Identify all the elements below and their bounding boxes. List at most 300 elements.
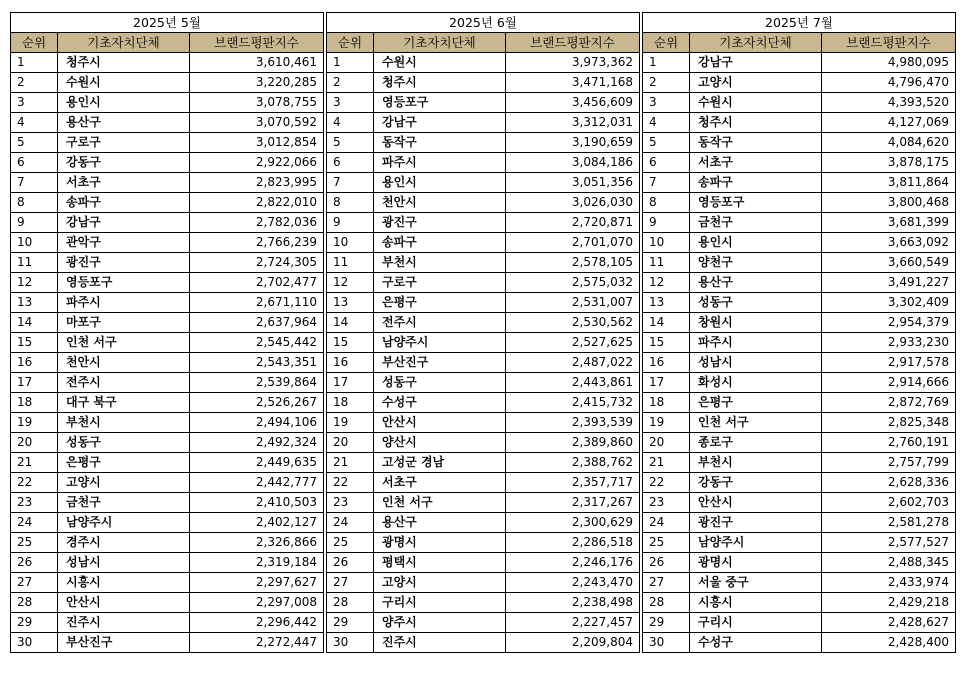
score-cell: 4,393,520 <box>822 93 956 113</box>
score-cell: 3,078,755 <box>190 93 324 113</box>
rank-cell: 3 <box>11 93 58 113</box>
rank-cell: 1 <box>11 53 58 73</box>
rank-cell: 23 <box>643 493 690 513</box>
region-cell: 인천 서구 <box>58 333 190 353</box>
month-title: 2025년 7월 <box>643 13 956 33</box>
table-row <box>11 213 956 233</box>
score-cell: 2,671,110 <box>190 293 324 313</box>
table-row <box>11 53 956 73</box>
region-cell: 영등포구 <box>690 193 822 213</box>
table-row <box>11 333 956 353</box>
region-cell: 송파구 <box>58 193 190 213</box>
score-cell: 2,428,400 <box>822 633 956 653</box>
region-cell: 수원시 <box>374 53 506 73</box>
score-cell: 2,724,305 <box>190 253 324 273</box>
score-cell: 2,488,345 <box>822 553 956 573</box>
score-cell: 3,660,549 <box>822 253 956 273</box>
region-cell: 강남구 <box>690 53 822 73</box>
rank-cell: 13 <box>643 293 690 313</box>
rank-cell: 19 <box>643 413 690 433</box>
table-row <box>11 493 956 513</box>
rank-header: 순위 <box>327 33 374 53</box>
rank-cell: 16 <box>327 353 374 373</box>
score-cell: 3,302,409 <box>822 293 956 313</box>
score-cell: 2,543,351 <box>190 353 324 373</box>
region-cell: 동작구 <box>374 133 506 153</box>
table-row <box>11 593 956 613</box>
region-cell: 고양시 <box>690 73 822 93</box>
score-cell: 2,243,470 <box>506 573 640 593</box>
rank-cell: 16 <box>11 353 58 373</box>
table-row <box>11 633 956 653</box>
region-cell: 평택시 <box>374 553 506 573</box>
rank-cell: 9 <box>11 213 58 233</box>
score-cell: 2,782,036 <box>190 213 324 233</box>
region-cell: 송파구 <box>690 173 822 193</box>
score-cell: 2,581,278 <box>822 513 956 533</box>
score-cell: 2,297,008 <box>190 593 324 613</box>
score-cell: 3,973,362 <box>506 53 640 73</box>
rank-cell: 25 <box>643 533 690 553</box>
score-cell: 2,823,995 <box>190 173 324 193</box>
region-cell: 천안시 <box>374 193 506 213</box>
rank-cell: 13 <box>327 293 374 313</box>
region-cell: 부천시 <box>374 253 506 273</box>
table-row <box>11 133 956 153</box>
table-row <box>11 193 956 213</box>
rank-cell: 11 <box>11 253 58 273</box>
region-cell: 진주시 <box>58 613 190 633</box>
score-cell: 2,297,627 <box>190 573 324 593</box>
rank-cell: 22 <box>643 473 690 493</box>
table-row <box>11 513 956 533</box>
region-cell: 안산시 <box>58 593 190 613</box>
score-cell: 2,702,477 <box>190 273 324 293</box>
region-cell: 용산구 <box>690 273 822 293</box>
score-cell: 2,209,804 <box>506 633 640 653</box>
rank-cell: 15 <box>11 333 58 353</box>
region-cell: 용산구 <box>58 113 190 133</box>
rank-cell: 17 <box>327 373 374 393</box>
rank-cell: 18 <box>11 393 58 413</box>
rank-cell: 6 <box>643 153 690 173</box>
table-row <box>11 73 956 93</box>
region-cell: 용산구 <box>374 513 506 533</box>
rank-cell: 6 <box>11 153 58 173</box>
score-cell: 2,757,799 <box>822 453 956 473</box>
rank-cell: 10 <box>643 233 690 253</box>
score-cell: 2,300,629 <box>506 513 640 533</box>
rank-cell: 24 <box>327 513 374 533</box>
rank-cell: 3 <box>643 93 690 113</box>
score-cell: 2,388,762 <box>506 453 640 473</box>
rank-cell: 26 <box>11 553 58 573</box>
rank-cell: 12 <box>327 273 374 293</box>
region-cell: 수성구 <box>690 633 822 653</box>
region-cell: 광진구 <box>374 213 506 233</box>
rank-cell: 26 <box>643 553 690 573</box>
rank-cell: 9 <box>327 213 374 233</box>
score-cell: 2,410,503 <box>190 493 324 513</box>
region-cell: 은평구 <box>374 293 506 313</box>
rank-cell: 10 <box>11 233 58 253</box>
rank-cell: 29 <box>327 613 374 633</box>
score-cell: 2,602,703 <box>822 493 956 513</box>
score-cell: 2,443,861 <box>506 373 640 393</box>
rank-cell: 15 <box>643 333 690 353</box>
score-cell: 2,637,964 <box>190 313 324 333</box>
rank-cell: 3 <box>327 93 374 113</box>
rank-cell: 4 <box>11 113 58 133</box>
score-header: 브랜드평판지수 <box>822 33 956 53</box>
score-cell: 2,272,447 <box>190 633 324 653</box>
score-cell: 4,084,620 <box>822 133 956 153</box>
region-cell: 강동구 <box>690 473 822 493</box>
score-cell: 2,415,732 <box>506 393 640 413</box>
score-cell: 4,127,069 <box>822 113 956 133</box>
score-header: 브랜드평판지수 <box>506 33 640 53</box>
region-cell: 남양주시 <box>374 333 506 353</box>
ranking-table <box>10 12 956 653</box>
score-cell: 3,491,227 <box>822 273 956 293</box>
rank-cell: 1 <box>643 53 690 73</box>
score-cell: 2,246,176 <box>506 553 640 573</box>
table-row <box>11 253 956 273</box>
rank-cell: 7 <box>11 173 58 193</box>
region-cell: 남양주시 <box>690 533 822 553</box>
rank-cell: 27 <box>11 573 58 593</box>
score-cell: 3,070,592 <box>190 113 324 133</box>
score-cell: 2,402,127 <box>190 513 324 533</box>
score-cell: 2,286,518 <box>506 533 640 553</box>
month-title-row <box>11 13 956 33</box>
rank-cell: 18 <box>643 393 690 413</box>
rank-cell: 6 <box>327 153 374 173</box>
rank-cell: 12 <box>11 273 58 293</box>
score-cell: 2,428,627 <box>822 613 956 633</box>
table-row <box>11 173 956 193</box>
score-cell: 2,530,562 <box>506 313 640 333</box>
rank-cell: 23 <box>11 493 58 513</box>
region-cell: 종로구 <box>690 433 822 453</box>
score-cell: 2,492,324 <box>190 433 324 453</box>
rank-cell: 21 <box>643 453 690 473</box>
score-cell: 3,051,356 <box>506 173 640 193</box>
score-cell: 3,220,285 <box>190 73 324 93</box>
region-cell: 남양주시 <box>58 513 190 533</box>
region-cell: 성남시 <box>690 353 822 373</box>
region-cell: 청주시 <box>58 53 190 73</box>
score-cell: 2,539,864 <box>190 373 324 393</box>
region-cell: 용인시 <box>58 93 190 113</box>
rank-cell: 5 <box>327 133 374 153</box>
region-cell: 고양시 <box>374 573 506 593</box>
score-cell: 2,628,336 <box>822 473 956 493</box>
score-cell: 2,766,239 <box>190 233 324 253</box>
rank-cell: 4 <box>327 113 374 133</box>
region-cell: 강남구 <box>374 113 506 133</box>
score-cell: 2,429,218 <box>822 593 956 613</box>
rank-cell: 22 <box>327 473 374 493</box>
score-cell: 2,701,070 <box>506 233 640 253</box>
score-cell: 3,878,175 <box>822 153 956 173</box>
region-cell: 수원시 <box>690 93 822 113</box>
region-cell: 광명시 <box>690 553 822 573</box>
rank-cell: 14 <box>643 313 690 333</box>
rank-cell: 11 <box>327 253 374 273</box>
rank-cell: 28 <box>11 593 58 613</box>
region-cell: 구리시 <box>690 613 822 633</box>
score-cell: 2,494,106 <box>190 413 324 433</box>
region-cell: 인천 서구 <box>690 413 822 433</box>
score-cell: 3,012,854 <box>190 133 324 153</box>
month-title: 2025년 6월 <box>327 13 640 33</box>
region-header: 기초자치단체 <box>374 33 506 53</box>
table-row <box>11 373 956 393</box>
score-cell: 3,312,031 <box>506 113 640 133</box>
rank-cell: 18 <box>327 393 374 413</box>
score-header: 브랜드평판지수 <box>190 33 324 53</box>
rank-cell: 29 <box>11 613 58 633</box>
region-cell: 은평구 <box>690 393 822 413</box>
rank-cell: 5 <box>643 133 690 153</box>
score-cell: 4,980,095 <box>822 53 956 73</box>
region-cell: 시흥시 <box>690 593 822 613</box>
region-cell: 전주시 <box>58 373 190 393</box>
score-cell: 2,449,635 <box>190 453 324 473</box>
table-row <box>11 313 956 333</box>
rank-cell: 1 <box>327 53 374 73</box>
rank-header: 순위 <box>643 33 690 53</box>
score-cell: 2,545,442 <box>190 333 324 353</box>
rank-cell: 19 <box>11 413 58 433</box>
score-cell: 2,531,007 <box>506 293 640 313</box>
rank-cell: 20 <box>643 433 690 453</box>
region-cell: 고성군 경남 <box>374 453 506 473</box>
region-cell: 창원시 <box>690 313 822 333</box>
table-row <box>11 453 956 473</box>
rank-cell: 23 <box>327 493 374 513</box>
rank-cell: 11 <box>643 253 690 273</box>
score-cell: 2,389,860 <box>506 433 640 453</box>
score-cell: 2,914,666 <box>822 373 956 393</box>
region-cell: 은평구 <box>58 453 190 473</box>
score-cell: 3,471,168 <box>506 73 640 93</box>
region-cell: 관악구 <box>58 233 190 253</box>
region-cell: 송파구 <box>374 233 506 253</box>
score-cell: 2,822,010 <box>190 193 324 213</box>
month-title: 2025년 5월 <box>11 13 324 33</box>
rank-cell: 20 <box>11 433 58 453</box>
score-cell: 3,610,461 <box>190 53 324 73</box>
region-cell: 천안시 <box>58 353 190 373</box>
table-row <box>11 353 956 373</box>
score-cell: 2,393,539 <box>506 413 640 433</box>
rank-cell: 21 <box>11 453 58 473</box>
region-cell: 양산시 <box>374 433 506 453</box>
region-cell: 안산시 <box>690 493 822 513</box>
table-row <box>11 473 956 493</box>
brand-reputation-sheet <box>10 12 956 653</box>
region-cell: 부산진구 <box>374 353 506 373</box>
rank-cell: 17 <box>643 373 690 393</box>
region-cell: 부천시 <box>690 453 822 473</box>
region-cell: 양천구 <box>690 253 822 273</box>
region-cell: 진주시 <box>374 633 506 653</box>
rank-cell: 24 <box>11 513 58 533</box>
region-cell: 영등포구 <box>374 93 506 113</box>
table-row <box>11 113 956 133</box>
rank-cell: 21 <box>327 453 374 473</box>
region-cell: 수원시 <box>58 73 190 93</box>
score-cell: 3,084,186 <box>506 153 640 173</box>
region-cell: 성동구 <box>58 433 190 453</box>
region-cell: 청주시 <box>690 113 822 133</box>
table-row <box>11 273 956 293</box>
score-cell: 2,527,625 <box>506 333 640 353</box>
table-row <box>11 393 956 413</box>
table-row <box>11 573 956 593</box>
region-cell: 경주시 <box>58 533 190 553</box>
score-cell: 2,326,866 <box>190 533 324 553</box>
region-cell: 금천구 <box>58 493 190 513</box>
region-cell: 광진구 <box>58 253 190 273</box>
rank-cell: 8 <box>11 193 58 213</box>
score-cell: 3,681,399 <box>822 213 956 233</box>
rank-cell: 25 <box>11 533 58 553</box>
rank-cell: 14 <box>11 313 58 333</box>
region-cell: 인천 서구 <box>374 493 506 513</box>
score-cell: 2,825,348 <box>822 413 956 433</box>
region-cell: 서울 중구 <box>690 573 822 593</box>
rank-cell: 28 <box>643 593 690 613</box>
region-header: 기초자치단체 <box>58 33 190 53</box>
region-cell: 부산진구 <box>58 633 190 653</box>
score-cell: 3,811,864 <box>822 173 956 193</box>
score-cell: 2,577,527 <box>822 533 956 553</box>
table-row <box>11 233 956 253</box>
table-row <box>11 553 956 573</box>
rank-cell: 8 <box>327 193 374 213</box>
rank-cell: 17 <box>11 373 58 393</box>
region-cell: 파주시 <box>374 153 506 173</box>
region-cell: 양주시 <box>374 613 506 633</box>
region-cell: 마포구 <box>58 313 190 333</box>
score-cell: 3,026,030 <box>506 193 640 213</box>
rank-cell: 7 <box>327 173 374 193</box>
rank-cell: 8 <box>643 193 690 213</box>
score-cell: 3,190,659 <box>506 133 640 153</box>
rank-cell: 28 <box>327 593 374 613</box>
rank-cell: 7 <box>643 173 690 193</box>
score-cell: 2,526,267 <box>190 393 324 413</box>
rank-cell: 30 <box>11 633 58 653</box>
score-cell: 2,578,105 <box>506 253 640 273</box>
rank-cell: 26 <box>327 553 374 573</box>
table-row <box>11 93 956 113</box>
rank-cell: 5 <box>11 133 58 153</box>
region-cell: 파주시 <box>690 333 822 353</box>
region-cell: 광명시 <box>374 533 506 553</box>
rank-cell: 4 <box>643 113 690 133</box>
region-cell: 금천구 <box>690 213 822 233</box>
score-cell: 3,456,609 <box>506 93 640 113</box>
score-cell: 2,487,022 <box>506 353 640 373</box>
rank-cell: 2 <box>327 73 374 93</box>
rank-cell: 30 <box>643 633 690 653</box>
region-cell: 서초구 <box>690 153 822 173</box>
region-cell: 성동구 <box>690 293 822 313</box>
table-row <box>11 613 956 633</box>
score-cell: 2,296,442 <box>190 613 324 633</box>
region-cell: 구리시 <box>374 593 506 613</box>
score-cell: 4,796,470 <box>822 73 956 93</box>
score-cell: 2,760,191 <box>822 433 956 453</box>
table-row <box>11 433 956 453</box>
score-cell: 2,933,230 <box>822 333 956 353</box>
region-cell: 구로구 <box>374 273 506 293</box>
rank-cell: 15 <box>327 333 374 353</box>
score-cell: 2,442,777 <box>190 473 324 493</box>
table-row <box>11 153 956 173</box>
rank-cell: 19 <box>327 413 374 433</box>
rank-cell: 25 <box>327 533 374 553</box>
rank-header: 순위 <box>11 33 58 53</box>
region-cell: 용인시 <box>374 173 506 193</box>
score-cell: 2,917,578 <box>822 353 956 373</box>
region-cell: 화성시 <box>690 373 822 393</box>
rank-cell: 24 <box>643 513 690 533</box>
score-cell: 2,317,267 <box>506 493 640 513</box>
region-cell: 수성구 <box>374 393 506 413</box>
rank-cell: 12 <box>643 273 690 293</box>
region-cell: 강동구 <box>58 153 190 173</box>
rank-cell: 2 <box>643 73 690 93</box>
region-cell: 강남구 <box>58 213 190 233</box>
region-cell: 용인시 <box>690 233 822 253</box>
region-cell: 시흥시 <box>58 573 190 593</box>
header-row <box>11 33 956 53</box>
rank-cell: 29 <box>643 613 690 633</box>
table-row <box>11 413 956 433</box>
rank-cell: 22 <box>11 473 58 493</box>
score-cell: 2,319,184 <box>190 553 324 573</box>
rank-cell: 10 <box>327 233 374 253</box>
rank-cell: 14 <box>327 313 374 333</box>
rank-cell: 27 <box>643 573 690 593</box>
score-cell: 2,357,717 <box>506 473 640 493</box>
score-cell: 2,227,457 <box>506 613 640 633</box>
region-header: 기초자치단체 <box>690 33 822 53</box>
table-row <box>11 533 956 553</box>
region-cell: 광진구 <box>690 513 822 533</box>
rank-cell: 27 <box>327 573 374 593</box>
region-cell: 전주시 <box>374 313 506 333</box>
score-cell: 2,433,974 <box>822 573 956 593</box>
rank-cell: 20 <box>327 433 374 453</box>
region-cell: 동작구 <box>690 133 822 153</box>
score-cell: 2,575,032 <box>506 273 640 293</box>
score-cell: 2,720,871 <box>506 213 640 233</box>
region-cell: 영등포구 <box>58 273 190 293</box>
region-cell: 청주시 <box>374 73 506 93</box>
region-cell: 성남시 <box>58 553 190 573</box>
region-cell: 고양시 <box>58 473 190 493</box>
rank-cell: 16 <box>643 353 690 373</box>
region-cell: 안산시 <box>374 413 506 433</box>
score-cell: 2,872,769 <box>822 393 956 413</box>
table-row <box>11 293 956 313</box>
